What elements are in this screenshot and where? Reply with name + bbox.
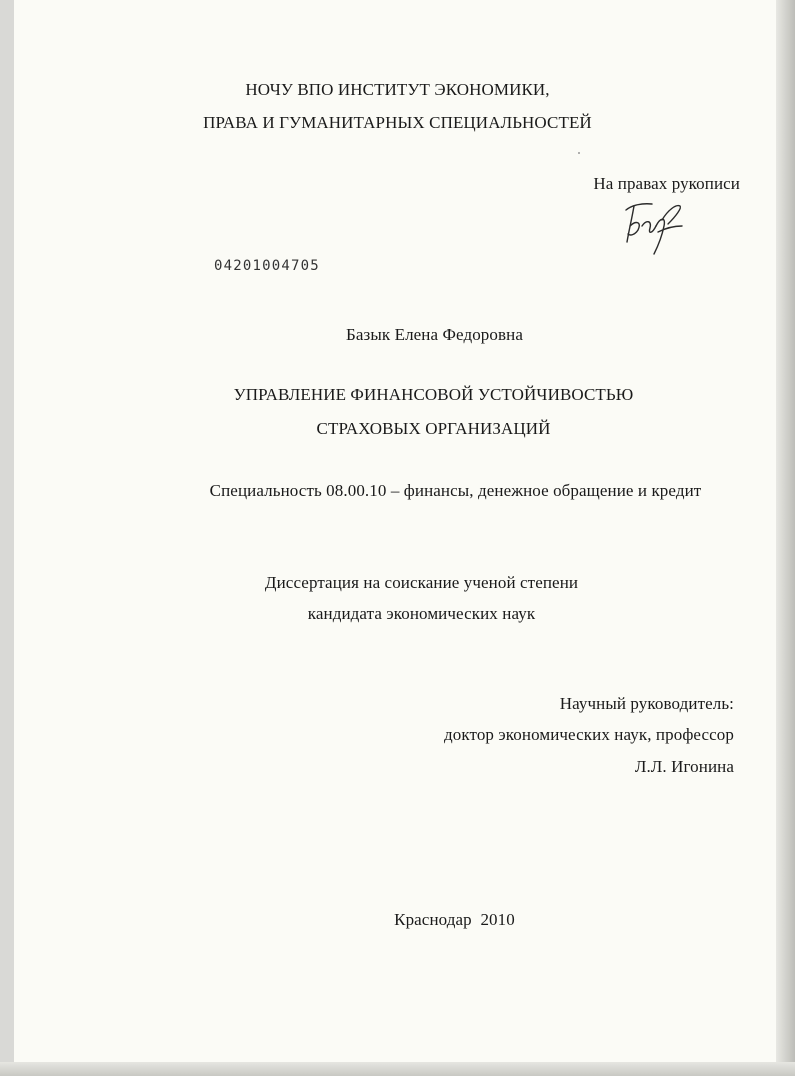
supervisor-credentials: доктор экономических наук, профессор [444, 725, 734, 744]
author-name: Базык Елена Федоровна [346, 325, 523, 344]
handwritten-signature-icon [618, 196, 688, 258]
specialty: Специальность 08.00.10 – финансы, денежное обращение и кредит [209, 481, 702, 500]
institution-line-2: ПРАВА И ГУМАНИТАРНЫХ СПЕЦИАЛЬНОСТЕЙ [203, 113, 592, 132]
place-and-year: Краснодар 2010 [394, 910, 515, 929]
institution-line-1: НОЧУ ВПО ИНСТИТУТ ЭКОНОМИКИ, [245, 80, 550, 99]
scan-edge-bottom [0, 1062, 795, 1076]
scan-speck [578, 152, 580, 154]
supervisor-name: Л.Л. Игонина [634, 757, 734, 776]
supervisor-label: Научный руководитель: [559, 694, 734, 713]
title-line-1: УПРАВЛЕНИЕ ФИНАНСОВОЙ УСТОЙЧИВОСТЬЮ [233, 385, 634, 404]
document-page [14, 0, 776, 1062]
manuscript-note: На правах рукописи [593, 174, 740, 193]
title-line-2: СТРАХОВЫХ ОРГАНИЗАЦИЙ [316, 419, 551, 438]
degree-line-2: кандидата экономических наук [307, 604, 536, 623]
degree-line-1: Диссертация на соискание ученой степени [264, 573, 579, 592]
registration-number: 04201004705 [214, 258, 320, 274]
